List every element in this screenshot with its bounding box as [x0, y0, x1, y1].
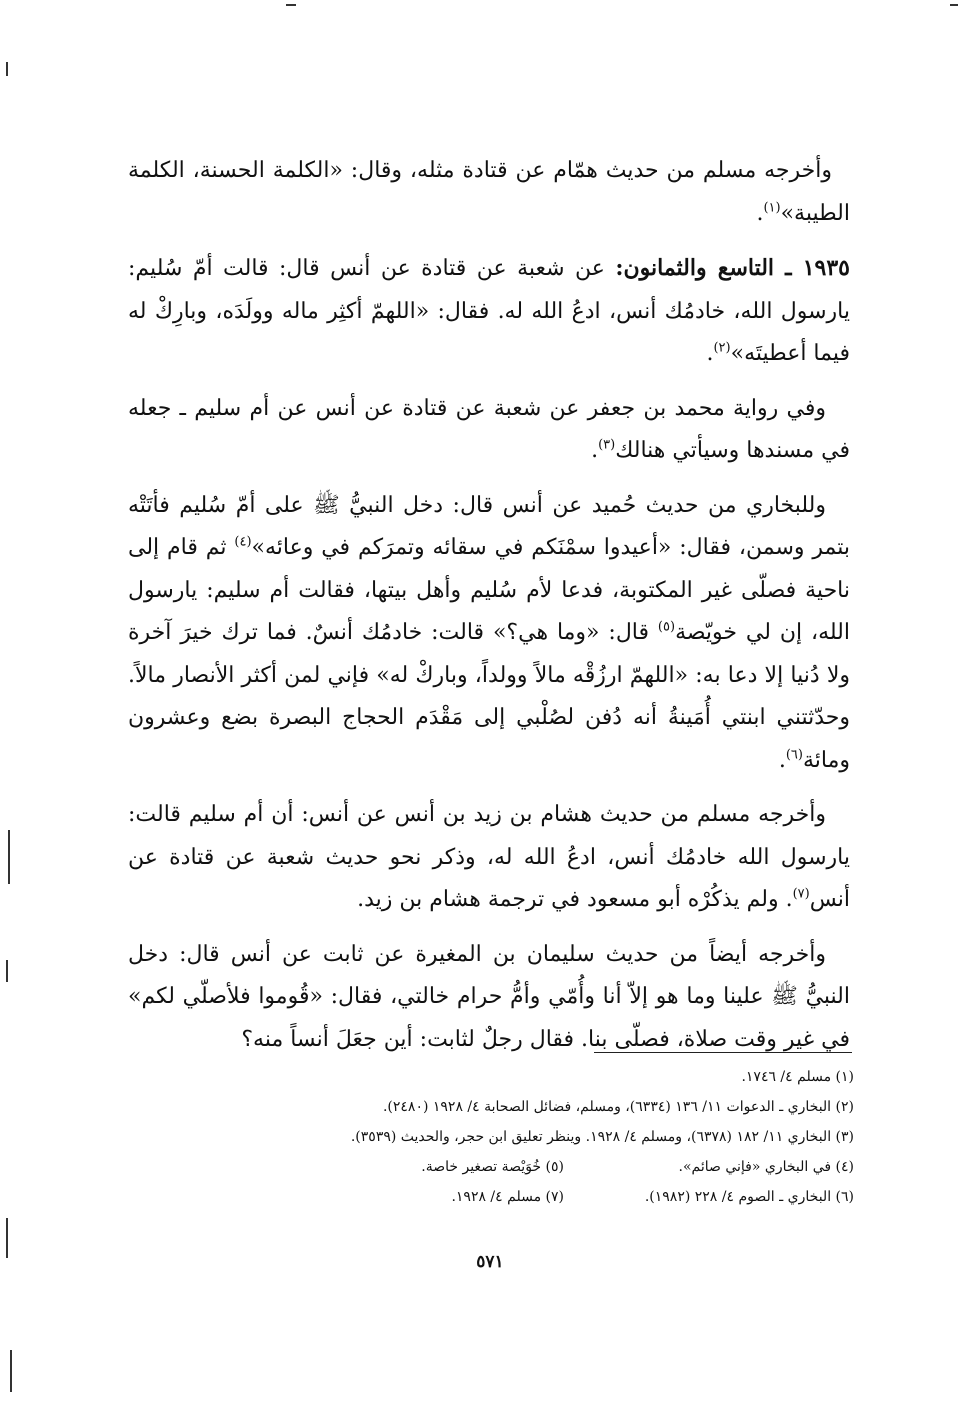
footnote-ref-3: (٣) — [598, 437, 616, 453]
footnote-4: (٤) في البخاري «فإني صائم». — [678, 1159, 854, 1175]
footnote-ref-2: (٢) — [713, 340, 731, 356]
footnote-3: (٣) البخاري ١١/ ١٨٢ (٦٣٧٨)، ومسلم ٤/ ١٩٢٨. وينظر تعليق ابن حجر، والحديث (٣٥٣٩). — [350, 1129, 854, 1145]
footnote-2: (٢) البخاري ـ الدعوات ١١/ ١٣٦ (٦٣٣٤)، ومسلم، فضائل الصحابة ٤/ ١٩٢٨ (٢٤٨٠). — [382, 1099, 854, 1115]
footnote-6: (٦) البخاري ـ الصوم ٤/ ٢٢٨ (١٩٨٢). — [644, 1189, 854, 1205]
main-text — [128, 150, 850, 1073]
scan-mark-top — [286, 4, 296, 6]
scan-mark-top-right — [950, 4, 958, 6]
footnote-ref-6: (٦) — [785, 747, 803, 763]
paragraph-6: وأخرجه أيضاً من حديث سليمان بن المغيرة عن ثابت عن أنس قال: دخل النبيُّ ﷺ علينا وما هو إلاّ أنا وأُمّي وأمُّ حرام خالتي، فقال: «قُوموا فلأصلّي لكم» في غير وقت صلاة، فصلّى بنا. فقال رجلٌ لثابت: أين جعَلَ أنساً منه؟ — [128, 941, 850, 1052]
footnote-ref-5: (٥) — [657, 619, 676, 635]
footnote-5: (٥) خُوَيْصة تصغير خاصة. — [421, 1159, 564, 1175]
footnote-row-6-7 — [140, 1182, 854, 1212]
footnote-ref-4: (٤) — [234, 534, 252, 550]
paragraph-3: وفي رواية محمد بن جعفر عن شعبة عن قتادة عن أنس عن أم سليم ـ جعله في مسندها وسيأتي هنالك$^{(٣)}$. — [128, 395, 850, 463]
footnote-ref-7: (٧) — [792, 886, 810, 902]
footnote-1: (١) مسلم ٤/ ١٧٤٦. — [741, 1069, 854, 1085]
paragraph-4: وللبخاري من حديث حُميد عن أنس قال: دخل النبيُّ ﷺ على أمّ سُليم فأتَتْه بتمر وسمن، فقال: «أعيدوا سمْنَكم في سقائه وتمرَكم في وعائه»$^{(٤)}$ ثم قام إلى ناحية فصلّى غير المكتوبة، فدعا لأم سُليم وأهل بيتها، فقالت أم سليم: يارسول الله، إن لي خويّصة$^{(٥)}$ قال: «وما هي؟» قالت: خادمُك أنسٌ. فما ترك خيرَ آخرة ولا دُنيا إلا دعا به: «اللهمّ ارزُقْه مالاً وولداً، وباركْ له» فإني لمن أكثر الأنصار مالاً. وحدّثتني ابنتي أُمَينةُ أنه دُفن لصُلْبي إلى مَقْدَم الحجاج البصرة بضع وعشرون ومائة$^{(٦)}$. — [128, 492, 851, 773]
footnotes — [140, 1062, 854, 1212]
entry-heading: ١٩٣٥ ـ التاسع والثمانون: — [615, 255, 850, 281]
paragraph-5: وأخرجه مسلم من حديث هشام بن زيد بن أنس عن أنس: أن أم سليم قالت: يارسول الله خادمُك أنس، ادعُ الله له، وذكر نحو حديث شعبة عن قتادة عن أنس$^{(٧)}$. ولم يذكُرْه أبو مسعود في ترجمة هشام بن زيد. — [128, 802, 850, 912]
paragraph-entry-1935: ١٩٣٥ ـ التاسع والثمانون: عن شعبة عن قتادة عن أنس قال: قالت أمّ سُليم: يارسول الله، خادمُك أنس، ادعُ الله له. فقال: «اللهمّ أكثِر ماله وولَدَه، وبارِكْ له فيما أعطيتَه»$^{(٢)}$. — [128, 255, 850, 366]
scan-mark-left-top — [6, 62, 8, 76]
footnote-ref-1: (١) — [763, 200, 781, 216]
paragraph-1: وأخرجه مسلم من حديث همّام عن قتادة مثله، وقال: «الكلمة الحسنة، الكلمة الطيبة»$^{(١)}$. — [128, 158, 850, 226]
scan-mark-left-mid2 — [6, 960, 8, 982]
footnote-row-4-5 — [140, 1152, 854, 1182]
page-number: ٥٧١ — [476, 1252, 504, 1272]
footnote-divider — [594, 1052, 852, 1053]
scan-mark-left-bottom — [10, 1350, 12, 1392]
footnote-7: (٧) مسلم ٤/ ١٩٢٨. — [451, 1189, 564, 1205]
scan-mark-left-mid — [8, 830, 10, 884]
